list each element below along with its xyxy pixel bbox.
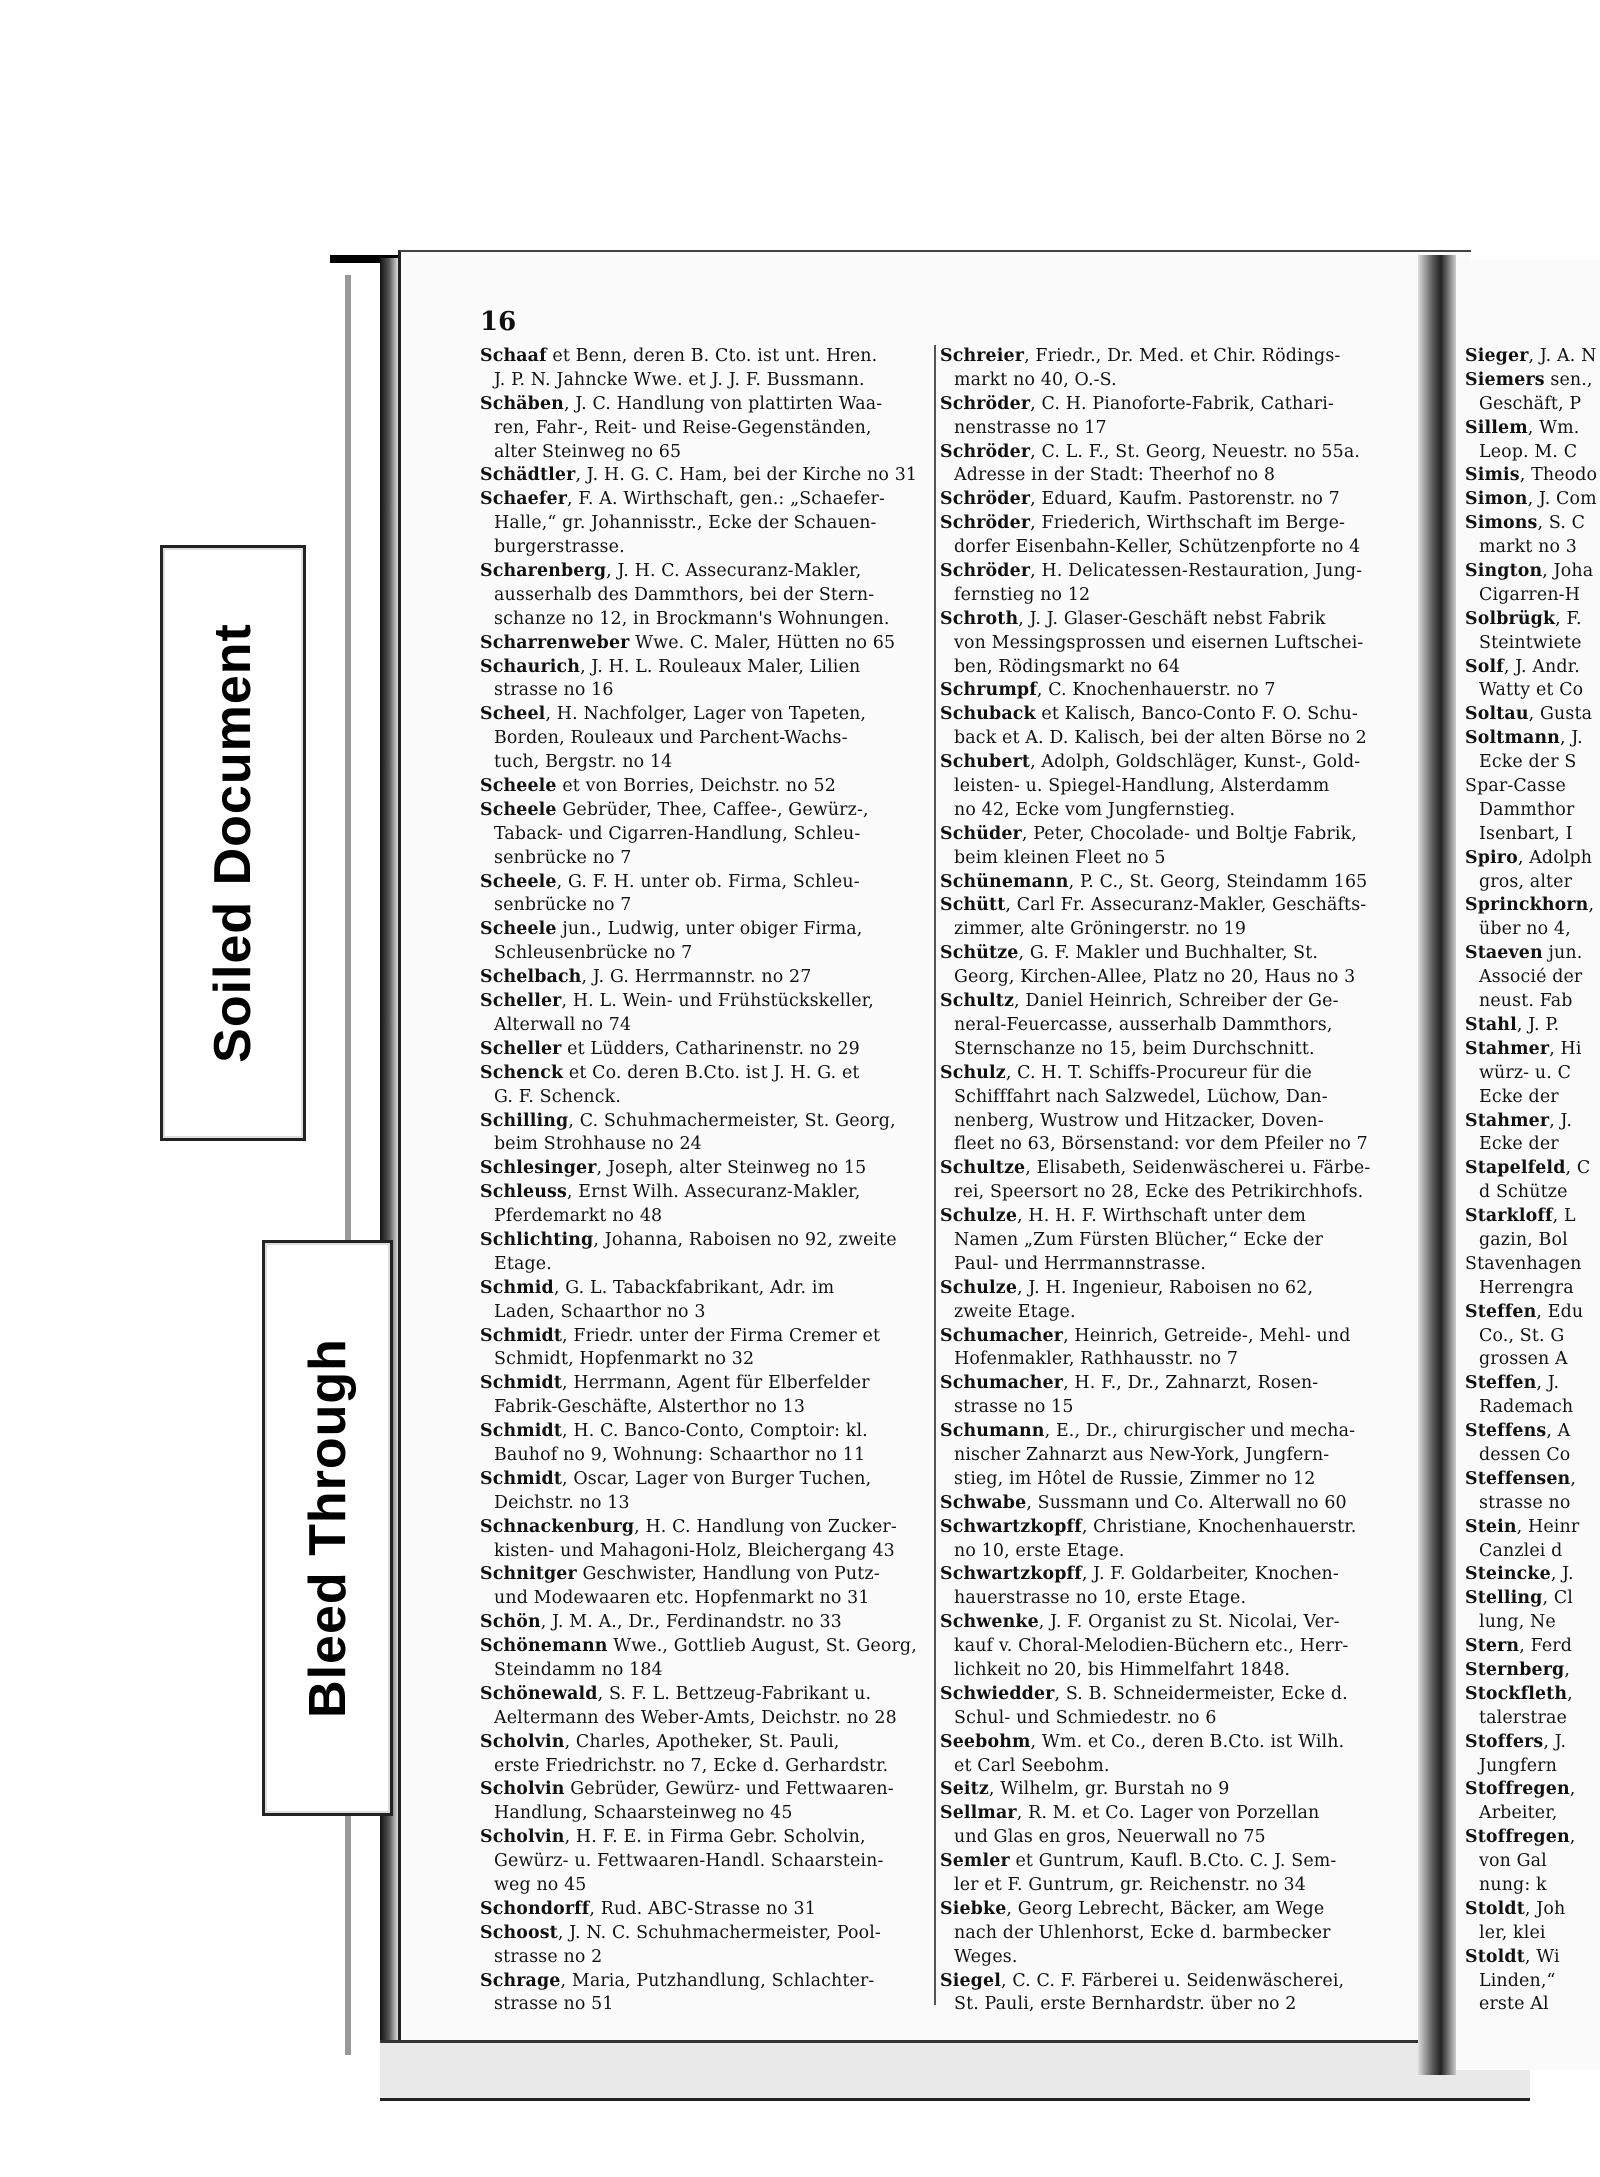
directory-line: Schütze, G. F. Makler und Buchhalter, St. — [940, 943, 1319, 964]
directory-line: leisten- u. Spiegel-Handlung, Alsterdamm — [954, 776, 1330, 797]
directory-line: lung, Ne — [1479, 1612, 1556, 1633]
directory-line: Handlung, Schaarsteinweg no 45 — [494, 1803, 793, 1824]
directory-line: Weges. — [954, 1946, 1018, 1967]
directory-line: nach der Uhlenhorst, Ecke d. barmbecker — [954, 1922, 1331, 1943]
directory-line: Siemers sen., — [1465, 369, 1593, 390]
directory-line: J. P. N. Jahncke Wwe. et J. J. F. Bussmann. — [494, 369, 865, 390]
directory-line: Schuback et Kalisch, Banco-Conto F. O. Schu- — [940, 704, 1358, 725]
directory-line: Borden, Rouleaux und Parchent-Wachs- — [494, 728, 848, 749]
directory-line: Stavenhagen — [1465, 1253, 1582, 1274]
directory-line: neral-Feuercasse, ausserhalb Dammthors, — [954, 1014, 1333, 1035]
directory-line: schanze no 12, in Brockmann's Wohnungen. — [494, 608, 890, 629]
directory-line: strasse no 51 — [494, 1994, 614, 2015]
directory-line: Schelbach, J. G. Herrmannstr. no 27 — [480, 967, 812, 988]
directory-line: Geschäft, P — [1479, 393, 1582, 414]
directory-line: kauf v. Choral-Melodien-Büchern etc., Herr- — [954, 1636, 1349, 1657]
directory-line: strasse no 16 — [494, 680, 614, 701]
directory-line: Halle,“ gr. Johannisstr., Ecke der Schauen- — [494, 513, 877, 534]
directory-line: Schumacher, Heinrich, Getreide-, Mehl- und — [940, 1325, 1351, 1346]
directory-line: Schröder, Eduard, Kaufm. Pastorenstr. no 7 — [940, 489, 1340, 510]
directory-line: Staeven jun. — [1465, 943, 1583, 964]
directory-line: Fabrik-Geschäfte, Alsterthor no 13 — [494, 1397, 806, 1418]
directory-line: Schönemann Wwe., Gottlieb August, St. Georg, — [480, 1636, 917, 1657]
directory-line: Paul- und Herrmannstrasse. — [954, 1253, 1207, 1274]
directory-line: Schmid, G. L. Tabackfabrikant, Adr. im — [480, 1277, 835, 1298]
directory-line: Scheele jun., Ludwig, unter obiger Firma, — [480, 919, 863, 940]
directory-column-middle — [940, 345, 1390, 2017]
directory-line: Schwartzkopff, Christiane, Knochenhauerstr. — [940, 1516, 1357, 1537]
directory-line: Schondorff, Rud. ABC-Strasse no 31 — [480, 1898, 816, 1919]
directory-line: Schäben, J. C. Handlung von plattirten Waa- — [480, 393, 883, 414]
directory-line: Schnitger Geschwister, Handlung von Putz- — [480, 1564, 880, 1585]
directory-line: Rademach — [1479, 1397, 1574, 1418]
directory-line: Scheele, G. F. H. unter ob. Firma, Schleu- — [480, 871, 860, 892]
soiled-document-sticker — [160, 545, 306, 1141]
directory-line: Schrumpf, C. Knochenhauerstr. no 7 — [940, 680, 1276, 701]
directory-line: Georg, Kirchen-Allee, Platz no 20, Haus no 3 — [954, 967, 1356, 988]
directory-line: Schmidt, Hopfenmarkt no 32 — [494, 1349, 755, 1370]
directory-line: G. F. Schenck. — [494, 1086, 621, 1107]
directory-line: Simis, Theodo — [1465, 465, 1598, 486]
directory-line: burgerstrasse. — [494, 537, 625, 558]
book-gutter — [1418, 255, 1456, 2075]
directory-line: Leop. M. C — [1479, 441, 1578, 462]
directory-line: Isenbart, I — [1479, 823, 1573, 844]
directory-line: Schubert, Adolph, Goldschläger, Kunst-, Gold- — [940, 752, 1361, 773]
directory-line: St. Pauli, erste Bernhardstr. über no 2 — [954, 1994, 1297, 2015]
bleed-through-label: Bleed Through — [298, 1338, 357, 1718]
directory-line: Starkloff, L — [1465, 1206, 1576, 1227]
directory-line: Simon, J. Com — [1465, 489, 1597, 510]
directory-line: Arbeiter, — [1479, 1803, 1558, 1824]
directory-line: back et A. D. Kalisch, bei der alten Börse no 2 — [954, 728, 1367, 749]
directory-line: Stahl, J. P. — [1465, 1014, 1560, 1035]
directory-line: Schüder, Peter, Chocolade- und Boltje Fabrik, — [940, 823, 1357, 844]
directory-line: Stern, Ferd — [1465, 1636, 1573, 1657]
directory-line: Schroth, J. J. Glaser-Geschäft nebst Fabrik — [940, 608, 1326, 629]
directory-line: Sillem, Wm. — [1465, 417, 1580, 438]
page-stack-bottom — [380, 2040, 1530, 2101]
directory-line: Associé der — [1479, 967, 1583, 988]
directory-line: Co., St. G — [1479, 1325, 1565, 1346]
directory-line: Schröder, Friederich, Wirthschaft im Berge- — [940, 513, 1346, 534]
directory-line: nung: k — [1479, 1875, 1547, 1895]
directory-line: Ecke der — [1479, 1086, 1559, 1107]
directory-line: Schädtler, J. H. G. C. Ham, bei der Kirche no 31 — [480, 465, 918, 486]
directory-line: no 42, Ecke vom Jungfernstieg. — [954, 799, 1236, 820]
directory-line: Alterwall no 74 — [494, 1014, 632, 1035]
directory-line: neust. Fab — [1479, 991, 1573, 1012]
directory-line: Schlesinger, Joseph, alter Steinweg no 15 — [480, 1158, 867, 1179]
directory-line: Schünemann, P. C., St. Georg, Steindamm 165 — [940, 871, 1368, 892]
directory-line: no 10, erste Etage. — [954, 1540, 1125, 1561]
directory-line: Scholvin Gebrüder, Gewürz- und Fettwaaren- — [480, 1779, 894, 1800]
directory-line: tuch, Bergstr. no 14 — [494, 752, 673, 773]
directory-line: Schumann, E., Dr., chirurgischer und mecha- — [940, 1421, 1356, 1442]
directory-line: strasse no 15 — [954, 1397, 1074, 1418]
directory-line: Linden,“ — [1479, 1970, 1556, 1991]
directory-line: zimmer, alte Gröningerstr. no 19 — [954, 919, 1247, 940]
soiled-document-label: Soiled Document — [204, 623, 262, 1063]
directory-line: Schönewald, S. F. L. Bettzeug-Fabrikant u. — [480, 1683, 872, 1704]
directory-line: weg no 45 — [494, 1875, 587, 1895]
directory-line: Schröder, H. Delicatessen-Restauration, Jung- — [940, 561, 1363, 582]
directory-line: Canzlei d — [1479, 1540, 1563, 1561]
directory-line: Watty et Co — [1479, 680, 1584, 701]
directory-line: ler, klei — [1479, 1922, 1546, 1943]
directory-line: Stoldt, Joh — [1465, 1898, 1566, 1919]
directory-line: Stapelfeld, C — [1465, 1158, 1591, 1179]
directory-line: Stoffregen, — [1465, 1779, 1576, 1800]
directory-line: ben, Rödingsmarkt no 64 — [954, 656, 1181, 677]
directory-line: Steffensen, — [1465, 1468, 1577, 1489]
directory-line: Schwenke, J. F. Organist zu St. Nicolai, Ver- — [940, 1612, 1340, 1633]
directory-line: Schwiedder, S. B. Schneidermeister, Ecke d. — [940, 1683, 1348, 1704]
directory-line: Aeltermann des Weber-Amts, Deichstr. no 28 — [494, 1707, 897, 1728]
directory-line: Schultze, Elisabeth, Seidenwäscherei u. Färbe- — [940, 1158, 1371, 1179]
directory-line: Jungfern — [1479, 1755, 1557, 1776]
directory-line: Seebohm, Wm. et Co., deren B.Cto. ist Wilh. — [940, 1731, 1345, 1752]
directory-line: ren, Fahr-, Reit- und Reise-Gegenständen, — [494, 417, 872, 438]
directory-line: Schlichting, Johanna, Raboisen no 92, zweite — [480, 1229, 897, 1250]
directory-line: Deichstr. no 13 — [494, 1492, 630, 1513]
directory-line: Schifffahrt nach Salzwedel, Lüchow, Dan- — [954, 1086, 1328, 1107]
directory-line: von Messingsprossen und eisernen Luftschei- — [954, 632, 1364, 653]
directory-line: Scholvin, H. F. E. in Firma Gebr. Scholvin, — [480, 1827, 866, 1848]
directory-line: Spar-Casse — [1465, 776, 1566, 797]
directory-line: strasse no — [1479, 1492, 1571, 1513]
column-divider — [934, 345, 936, 2005]
directory-line: Schulz, C. H. T. Schiffs-Procureur für die — [940, 1062, 1312, 1083]
page-number: 16 — [480, 307, 517, 337]
directory-line: Solf, J. Andr. — [1465, 656, 1580, 677]
directory-line: Stoffers, J. — [1465, 1731, 1567, 1752]
directory-line: Stahmer, Hi — [1465, 1038, 1582, 1059]
directory-line: Schröder, C. L. F., St. Georg, Neuestr. no 55a. — [940, 441, 1361, 462]
directory-line: Scheller et Lüdders, Catharinenstr. no 29 — [480, 1038, 860, 1059]
directory-line: Dammthor — [1479, 799, 1575, 820]
directory-line: Stoffregen, — [1465, 1827, 1576, 1848]
directory-line: würz- u. C — [1479, 1062, 1572, 1083]
directory-line: Schwabe, Sussmann und Co. Alterwall no 60 — [940, 1492, 1347, 1513]
directory-line: alter Steinweg no 65 — [494, 441, 682, 462]
directory-line: erste Friedrichstr. no 7, Ecke d. Gerhardstr. — [494, 1755, 889, 1776]
directory-line: Simons, S. C — [1465, 513, 1586, 534]
directory-line: Scholvin, Charles, Apotheker, St. Pauli, — [480, 1731, 840, 1752]
directory-line: Schaurich, J. H. L. Rouleaux Maler, Lilien — [480, 656, 861, 677]
directory-line: Scharrenweber Wwe. C. Maler, Hütten no 65 — [480, 632, 896, 653]
directory-line: Schmidt, Friedr. unter der Firma Cremer et — [480, 1325, 881, 1346]
directory-line: Steindamm no 184 — [494, 1659, 663, 1680]
directory-line: Schwartzkopff, J. F. Goldarbeiter, Knochen- — [940, 1564, 1339, 1585]
directory-line: Spiro, Adolph — [1465, 847, 1593, 868]
directory-line: grossen A — [1479, 1349, 1568, 1370]
directory-line: Sieger, J. A. N — [1465, 346, 1597, 366]
directory-line: Soltmann, J. — [1465, 728, 1583, 749]
directory-line: von Gal — [1479, 1851, 1547, 1872]
directory-line: Stahmer, J. — [1465, 1110, 1572, 1131]
directory-line: Semler et Guntrum, Kaufl. B.Cto. C. J. Sem- — [940, 1851, 1337, 1872]
directory-line: Sprinckhorn, — [1465, 895, 1595, 916]
directory-line: Soltau, Gusta — [1465, 704, 1593, 725]
directory-line: Ecke der — [1479, 1134, 1559, 1155]
directory-line: Seitz, Wilhelm, gr. Burstah no 9 — [940, 1779, 1230, 1800]
directory-line: Cigarren-H — [1479, 584, 1581, 605]
directory-line: Scheller, H. L. Wein- und Frühstückskeller, — [480, 991, 874, 1012]
directory-line: Schulze, J. H. Ingenieur, Raboisen no 62, — [940, 1277, 1314, 1298]
directory-line: senbrücke no 7 — [494, 895, 632, 916]
directory-line: markt no 3 — [1479, 537, 1577, 558]
directory-line: stieg, im Hôtel de Russie, Zimmer no 12 — [954, 1468, 1316, 1489]
directory-line: Scharenberg, J. H. C. Assecuranz-Makler, — [480, 561, 862, 582]
directory-line: Taback- und Cigarren-Handlung, Schleu- — [494, 823, 861, 844]
directory-line: markt no 40, O.-S. — [954, 369, 1117, 390]
directory-line: Ecke der S — [1479, 752, 1577, 773]
directory-line: Hofenmakler, Rathhausstr. no 7 — [954, 1349, 1239, 1370]
directory-line: Steincke, J. — [1465, 1564, 1574, 1585]
directory-line: Sternberg, — [1465, 1659, 1571, 1680]
directory-line: beim kleinen Fleet no 5 — [954, 847, 1166, 868]
directory-line: Schön, J. M. A., Dr., Ferdinandstr. no 33 — [480, 1612, 842, 1633]
directory-line: Laden, Schaarthor no 3 — [494, 1301, 706, 1322]
directory-line: Schmidt, Oscar, Lager von Burger Tuchen, — [480, 1468, 872, 1489]
directory-line: Schmidt, H. C. Banco-Conto, Comptoir: kl. — [480, 1421, 868, 1442]
directory-line: erste Al — [1479, 1994, 1549, 2015]
directory-line: dorfer Eisenbahn-Keller, Schützenpforte no 4 — [954, 537, 1361, 558]
directory-line: fleet no 63, Börsenstand: vor dem Pfeiler no 7 — [954, 1134, 1368, 1155]
directory-line: Schütt, Carl Fr. Assecuranz-Makler, Geschäfts- — [940, 895, 1367, 916]
directory-line: beim Strohhause no 24 — [494, 1134, 702, 1155]
directory-line: et Carl Seebohm. — [954, 1755, 1110, 1776]
directory-line: lichkeit no 20, bis Himmelfahrt 1848. — [954, 1659, 1291, 1680]
directory-line: Schaefer, F. A. Wirthschaft, gen.: „Schaefer- — [480, 489, 886, 510]
directory-line: gros, alter — [1479, 871, 1573, 892]
directory-column-right-cut — [1465, 345, 1600, 2017]
directory-column-left — [480, 345, 930, 2017]
directory-line: Stelling, Cl — [1465, 1588, 1574, 1609]
directory-line: Siegel, C. C. F. Färberei u. Seidenwäscherei, — [940, 1970, 1345, 1991]
directory-line: Pferdemarkt no 48 — [494, 1206, 663, 1227]
directory-line: zweite Etage. — [954, 1301, 1076, 1322]
directory-line: und Glas en gros, Neuerwall no 75 — [954, 1827, 1266, 1848]
directory-line: Siebke, Georg Lebrecht, Bäcker, am Wege — [940, 1898, 1325, 1919]
directory-line: Schoost, J. N. C. Schuhmachermeister, Pool- — [480, 1922, 881, 1943]
directory-line: fernstieg no 12 — [954, 584, 1091, 605]
directory-line: Namen „Zum Fürsten Blücher,“ Ecke der — [954, 1229, 1324, 1250]
directory-line: Stoldt, Wi — [1465, 1946, 1560, 1967]
directory-line: Schmidt, Herrmann, Agent für Elberfelder — [480, 1373, 870, 1394]
directory-line: gazin, Bol — [1479, 1229, 1568, 1250]
directory-line: Stein, Heinr — [1465, 1516, 1580, 1537]
directory-line: Bauhof no 9, Wohnung: Schaarthor no 11 — [494, 1444, 866, 1465]
bleed-through-sticker — [262, 1240, 393, 1816]
directory-line: Steintwiete — [1479, 632, 1582, 653]
directory-line: Scheel, H. Nachfolger, Lager von Tapeten, — [480, 704, 867, 725]
directory-line: talerstrae — [1479, 1707, 1567, 1728]
directory-line: Schultz, Daniel Heinrich, Schreiber der Ge- — [940, 991, 1339, 1012]
directory-line: senbrücke no 7 — [494, 847, 632, 868]
directory-line: Scheele Gebrüder, Thee, Caffee-, Gewürz-, — [480, 799, 869, 820]
directory-line: Gewürz- u. Fettwaaren-Handl. Schaarstein- — [494, 1851, 884, 1872]
directory-line: Steffen, Edu — [1465, 1301, 1584, 1322]
directory-line: Schleuss, Ernst Wilh. Assecuranz-Makler, — [480, 1182, 861, 1203]
directory-line: ausserhalb des Dammthors, bei der Stern- — [494, 584, 875, 605]
directory-line: Etage. — [494, 1253, 552, 1274]
directory-line: nischer Zahnarzt aus New-York, Jungfern- — [954, 1444, 1330, 1465]
directory-line: nenstrasse no 17 — [954, 417, 1107, 438]
directory-line: d Schütze — [1479, 1182, 1568, 1203]
directory-line: Steffens, A — [1465, 1421, 1571, 1442]
directory-line: Schröder, C. H. Pianoforte-Fabrik, Cathari- — [940, 393, 1334, 414]
directory-line: Sternschanze no 15, beim Durchschnitt. — [954, 1038, 1315, 1059]
directory-line: hauerstrasse no 10, erste Etage. — [954, 1588, 1247, 1609]
directory-line: Schenck et Co. deren B.Cto. ist J. H. G. et — [480, 1062, 860, 1083]
directory-line: Solbrügk, F. — [1465, 608, 1582, 629]
directory-line: Schumacher, H. F., Dr., Zahnarzt, Rosen- — [940, 1373, 1319, 1394]
directory-line: Sington, Joha — [1465, 561, 1594, 582]
directory-line: Sellmar, R. M. et Co. Lager von Porzellan — [940, 1803, 1320, 1824]
directory-line: nenberg, Wustrow und Hitzacker, Doven- — [954, 1110, 1324, 1131]
directory-line: Schreier, Friedr., Dr. Med. et Chir. Rödings- — [940, 346, 1341, 366]
directory-line: Schul- und Schmiedestr. no 6 — [954, 1707, 1217, 1728]
directory-line: über no 4, — [1479, 919, 1571, 940]
directory-line: Schaaf et Benn, deren B. Cto. ist unt. Hren. — [480, 346, 878, 366]
directory-line: Schleusenbrücke no 7 — [494, 943, 693, 964]
directory-line: und Modewaaren etc. Hopfenmarkt no 31 — [494, 1588, 870, 1609]
directory-line: dessen Co — [1479, 1444, 1571, 1465]
directory-line: kisten- und Mahagoni-Holz, Bleichergang 43 — [494, 1540, 895, 1561]
directory-line: Schrage, Maria, Putzhandlung, Schlachter- — [480, 1970, 875, 1991]
directory-line: Herrengra — [1479, 1277, 1574, 1298]
directory-line: Schilling, C. Schuhmachermeister, St. Georg, — [480, 1110, 896, 1131]
directory-line: ler et F. Guntrum, gr. Reichenstr. no 34 — [954, 1875, 1306, 1895]
directory-line: rei, Speersort no 28, Ecke des Petrikirchhofs. — [954, 1182, 1364, 1203]
directory-line: Scheele et von Borries, Deichstr. no 52 — [480, 776, 836, 797]
directory-line: Schulze, H. H. F. Wirthschaft unter dem — [940, 1206, 1307, 1227]
directory-line: strasse no 2 — [494, 1946, 603, 1967]
directory-line: Schnackenburg, H. C. Handlung von Zucker- — [480, 1516, 897, 1537]
directory-line: Adresse in der Stadt: Theerhof no 8 — [954, 465, 1276, 486]
directory-line: Steffen, J. — [1465, 1373, 1560, 1394]
directory-line: Stockfleth, — [1465, 1683, 1573, 1704]
